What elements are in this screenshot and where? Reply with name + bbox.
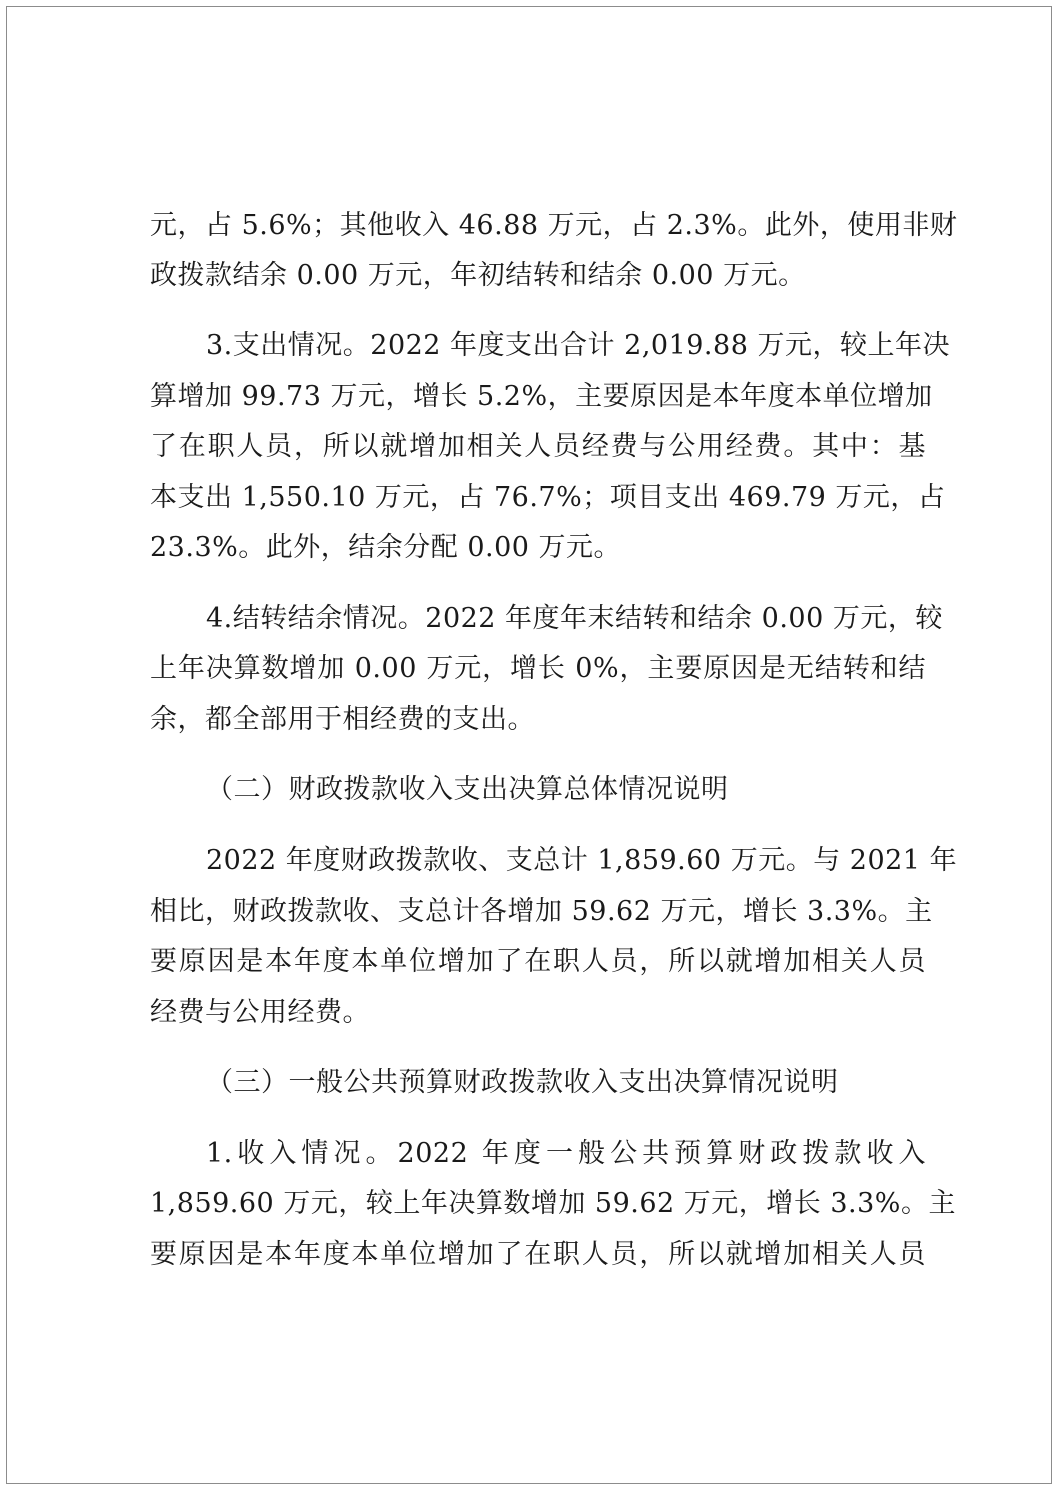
text-line: 经费与公用经费。 [150, 997, 370, 1028]
text-line: 本支出 1,550.10 万元，占 76.7%；项目支出 469.79 万元，占 [150, 482, 946, 513]
text-line: 1.收入情况。2022 年度一般公共预算财政拨款收入 [206, 1138, 926, 1169]
text-line: 要原因是本年度本单位增加了在职人员，所以就增加相关人员 [150, 946, 926, 977]
text-line: 3.支出情况。2022 年度支出合计 2,019.88 万元，较上年决 [206, 330, 950, 361]
text-line: 4.结转结余情况。2022 年度年末结转和结余 0.00 万元，较 [206, 603, 943, 634]
text-line: 上年决算数增加 0.00 万元，增长 0%，主要原因是无结转和结 [150, 653, 926, 684]
text-line: 政拨款结余 0.00 万元，年初结转和结余 0.00 万元。 [150, 260, 806, 291]
text-line: 了在职人员，所以就增加相关人员经费与公用经费。其中：基 [150, 431, 926, 462]
text-line: 23.3%。此外，结余分配 0.00 万元。 [150, 532, 622, 563]
section-heading: （三）一般公共预算财政拨款收入支出决算情况说明 [206, 1067, 839, 1098]
text-line: 1,859.60 万元，较上年决算数增加 59.62 万元，增长 3.3%。主 [150, 1188, 956, 1219]
text-line: 要原因是本年度本单位增加了在职人员，所以就增加相关人员 [150, 1239, 926, 1270]
text-line: 余，都全部用于相经费的支出。 [150, 704, 535, 735]
section-heading: （二）财政拨款收入支出决算总体情况说明 [206, 774, 729, 805]
text-line: 2022 年度财政拨款收、支总计 1,859.60 万元。与 2021 年 [206, 845, 958, 876]
text-line: 算增加 99.73 万元，增长 5.2%，主要原因是本年度本单位增加 [150, 381, 933, 412]
text-line: 元，占 5.6%；其他收入 46.88 万元，占 2.3%。此外，使用非财 [150, 210, 958, 241]
text-line: 相比，财政拨款收、支总计各增加 59.62 万元，增长 3.3%。主 [150, 896, 933, 927]
document-page [6, 6, 1052, 1484]
